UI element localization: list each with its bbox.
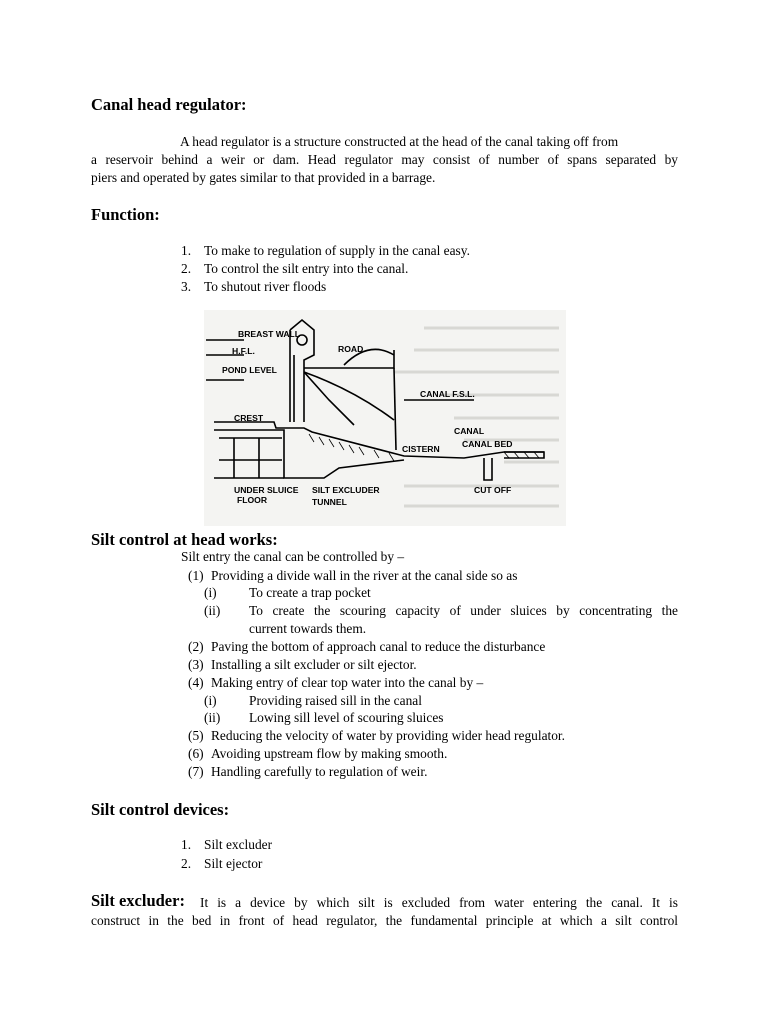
list-item: To make to regulation of supply in the canal easy. <box>204 243 470 258</box>
list-item: Providing a divide wall in the river at the canal side so as <box>211 568 518 583</box>
sub-item-number: (i) <box>204 585 217 600</box>
list-item-number: (2) <box>188 639 204 654</box>
list-item: Silt excluder <box>204 837 273 852</box>
sub-item: To create the scouring capacity of under sluices by concentrating the <box>249 603 678 618</box>
list-item-number: (1) <box>188 568 204 583</box>
paragraph-line: a reservoir behind a weir or dam. Head regulator may consist of number of spans separated by <box>91 152 678 167</box>
label-cut-off: CUT OFF <box>474 485 512 495</box>
label-canal-bed: CANAL BED <box>462 439 513 449</box>
sub-item: Providing raised sill in the canal <box>249 693 422 708</box>
label-cistern: CISTERN <box>402 444 440 454</box>
list-item: Handling carefully to regulation of weir. <box>211 764 428 779</box>
list-item-number: (3) <box>188 657 204 672</box>
list-item-number: 2. <box>181 261 192 276</box>
sub-item-number: (i) <box>204 693 217 708</box>
label-under-sluice-2: FLOOR <box>237 495 268 505</box>
list-item-number: 2. <box>181 856 192 871</box>
list-item: Silt ejector <box>204 856 263 871</box>
list-item: Reducing the velocity of water by providing wider head regulator. <box>211 728 566 743</box>
label-silt-excluder-1: SILT EXCLUDER <box>312 485 380 495</box>
label-under-sluice-1: UNDER SLUICE <box>234 485 299 495</box>
label-crest: CREST <box>234 413 264 423</box>
label-breast-wall: BREAST WALL <box>238 329 301 339</box>
section-heading-function: Function: <box>91 205 160 224</box>
list-item-number: (4) <box>188 675 204 690</box>
section-heading-canal-head-regulator: Canal head regulator: <box>91 95 247 114</box>
list-item-number: (6) <box>188 746 204 761</box>
section-heading-silt-control-head-works: Silt control at head works: <box>91 530 278 549</box>
label-silt-excluder-2: TUNNEL <box>312 497 347 507</box>
sub-item: To create a trap pocket <box>249 585 371 600</box>
label-road: ROAD <box>338 344 364 354</box>
paragraph-line: A head regulator is a structure constructed at the head of the canal taking off from <box>180 134 619 149</box>
label-hfl: H.F.L. <box>232 346 255 356</box>
paragraph-line: construct in the bed in front of head regulator, the fundamental principle at which a silt control <box>91 913 678 928</box>
list-item: Installing a silt excluder or silt ejector. <box>211 657 417 672</box>
head-regulator-diagram <box>204 310 566 526</box>
sub-item: Lowing sill level of scouring sluices <box>249 710 444 725</box>
label-pond-level: POND LEVEL <box>222 365 277 375</box>
intro-line: Silt entry the canal can be controlled by – <box>181 549 405 564</box>
list-item-number: 1. <box>181 243 192 258</box>
section-heading-silt-control-devices: Silt control devices: <box>91 800 230 819</box>
label-canal: CANAL <box>454 426 485 436</box>
list-item-number: 3. <box>181 279 192 294</box>
sub-item-continuation: current towards them. <box>249 621 367 636</box>
list-item-number: (5) <box>188 728 204 743</box>
list-item-number: 1. <box>181 837 192 852</box>
paragraph-line: piers and operated by gates similar to that provided in a barrage. <box>91 170 436 185</box>
list-item-number: (7) <box>188 764 204 779</box>
list-item: Paving the bottom of approach canal to reduce the disturbance <box>211 639 546 654</box>
sub-item-number: (ii) <box>204 710 221 725</box>
list-item: Making entry of clear top water into the canal by – <box>211 675 484 690</box>
label-canal-fsl: CANAL F.S.L. <box>420 389 475 399</box>
term-heading-silt-excluder: Silt excluder: <box>91 891 185 910</box>
list-item: To control the silt entry into the canal. <box>204 261 409 276</box>
sub-item-number: (ii) <box>204 603 221 618</box>
list-item: To shutout river floods <box>204 279 327 294</box>
paragraph-line: It is a device by which silt is excluded from water entering the canal. It is <box>200 895 678 910</box>
list-item: Avoiding upstream flow by making smooth. <box>211 746 448 761</box>
